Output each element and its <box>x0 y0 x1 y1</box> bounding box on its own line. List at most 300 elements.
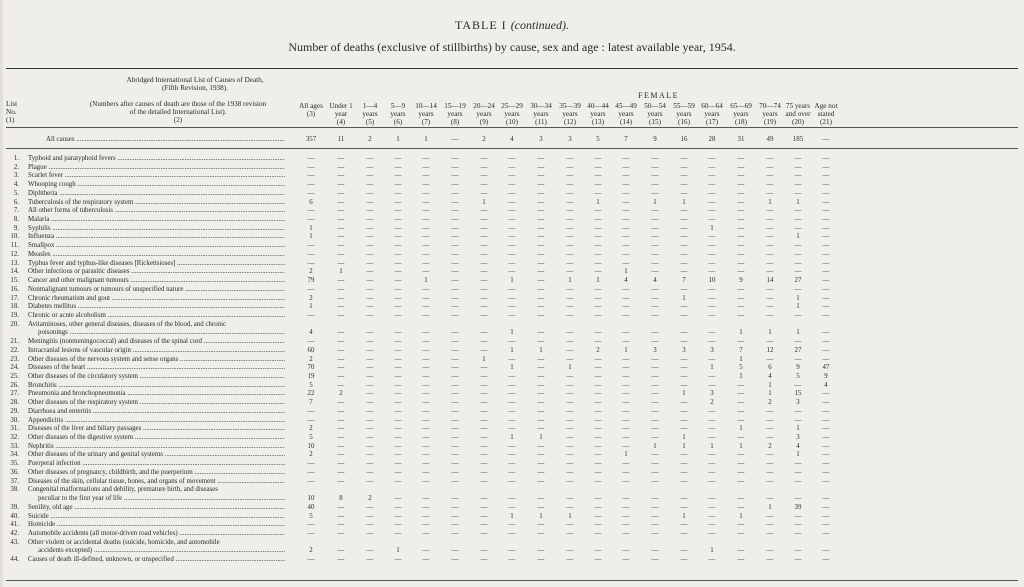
value-cell: — <box>480 373 488 380</box>
value-cell: — <box>651 224 659 232</box>
value-cell: — <box>794 172 802 180</box>
value-cell: — <box>566 242 574 250</box>
value-cell: 7 <box>624 136 628 143</box>
value-cell: — <box>794 163 802 171</box>
value-cell: — <box>508 181 516 189</box>
list-number: 21. <box>10 338 19 346</box>
value-cell: — <box>422 373 430 380</box>
value-cell: 1 <box>739 442 743 450</box>
value-cell: — <box>766 216 774 224</box>
value-cell: — <box>594 329 602 337</box>
value-cell: — <box>337 303 345 311</box>
value-cell: — <box>422 172 430 180</box>
value-cell: 2 <box>482 136 486 143</box>
column-header-line: 60—64 <box>701 102 723 110</box>
value-cell: — <box>337 189 345 197</box>
value-cell: — <box>394 224 402 232</box>
value-cell: — <box>508 416 516 424</box>
value-cell: — <box>422 233 430 241</box>
value-cell: — <box>337 242 345 250</box>
value-cell: — <box>337 294 345 302</box>
value-cell: — <box>594 556 602 564</box>
value-cell: — <box>307 477 315 485</box>
value-cell: — <box>594 303 602 311</box>
list-number: 36. <box>10 468 19 476</box>
value-cell: — <box>651 207 659 215</box>
value-cell: — <box>794 381 802 389</box>
value-cell: — <box>680 451 688 459</box>
value-cell: — <box>794 495 802 503</box>
value-cell: — <box>794 512 802 520</box>
value-cell: — <box>480 451 488 459</box>
value-cell: — <box>622 381 630 389</box>
value-cell: — <box>337 259 345 267</box>
cause-label: Appendicitis ..... <box>28 416 285 425</box>
value-cell: — <box>451 136 459 143</box>
value-cell: — <box>822 399 830 407</box>
value-cell: — <box>651 381 659 389</box>
column-header-line: (7) <box>421 118 431 126</box>
value-cell: — <box>622 172 630 180</box>
value-cell: — <box>794 407 802 415</box>
value-cell: 1 <box>768 390 772 398</box>
cause-label: Diseases of the liver and biliary passages ..... <box>28 424 285 433</box>
value-cell: 14 <box>766 277 774 285</box>
value-cell: — <box>794 207 802 215</box>
value-cell: — <box>680 407 688 415</box>
value-cell: — <box>537 338 545 346</box>
value-cell: — <box>822 155 830 162</box>
value-cell: — <box>794 529 802 537</box>
list-number: 2. <box>13 163 19 171</box>
value-cell: — <box>394 181 402 189</box>
list-number: 20. <box>10 320 19 328</box>
list-number: 27. <box>10 390 19 398</box>
value-cell: — <box>394 250 402 258</box>
value-cell: — <box>451 250 459 258</box>
value-cell: — <box>822 451 830 459</box>
column-header <box>726 102 756 126</box>
value-cell: — <box>680 163 688 171</box>
value-cell: — <box>651 451 659 459</box>
value-cell: — <box>337 216 345 224</box>
list-number: 3. <box>13 172 19 180</box>
value-cell: — <box>766 224 774 232</box>
value-cell: 4 <box>824 381 828 389</box>
value-cell: — <box>794 155 802 162</box>
list-number: 16. <box>10 285 19 293</box>
value-cell: — <box>680 207 688 215</box>
value-cell: 9 <box>796 364 800 372</box>
value-cell: — <box>537 294 545 302</box>
value-cell: — <box>451 425 459 433</box>
value-cell: — <box>422 434 430 442</box>
value-cell: — <box>422 399 430 407</box>
value-cell: — <box>737 477 745 485</box>
value-cell: — <box>451 329 459 337</box>
column-header-line: 5—9 <box>390 102 406 110</box>
value-cell: — <box>822 329 830 337</box>
value-cell: 1 <box>339 268 343 276</box>
column-header-line: Age not <box>814 102 838 110</box>
value-cell: — <box>337 373 345 380</box>
value-cell: — <box>537 242 545 250</box>
cause-label: Puerperal infection ..... <box>28 459 285 468</box>
value-cell: — <box>680 285 688 293</box>
value-cell: — <box>651 512 659 520</box>
value-cell: — <box>822 477 830 485</box>
value-cell: — <box>337 233 345 241</box>
value-cell: — <box>794 285 802 293</box>
value-cell: — <box>622 521 630 529</box>
value-cell: — <box>708 216 716 224</box>
value-cell: — <box>594 407 602 415</box>
value-cell: — <box>822 556 830 564</box>
value-cell: — <box>422 250 430 258</box>
value-cell: — <box>708 285 716 293</box>
value-cell: — <box>680 250 688 258</box>
value-cell: — <box>622 242 630 250</box>
value-cell: — <box>680 329 688 337</box>
value-cell: — <box>651 285 659 293</box>
value-cell: — <box>366 503 374 511</box>
value-cell: — <box>794 268 802 276</box>
value-cell: — <box>794 250 802 258</box>
column-header-line: (8) <box>450 118 460 126</box>
value-cell: — <box>794 242 802 250</box>
value-cell: — <box>508 407 516 415</box>
all-causes-label: All causes ..... <box>46 135 285 144</box>
value-cell: 3 <box>568 136 572 143</box>
cause-label: peculiar to the first year of life ..... <box>38 494 285 503</box>
value-cell: — <box>566 329 574 337</box>
value-cell: 1 <box>539 512 543 520</box>
value-cell: — <box>394 172 402 180</box>
value-cell: — <box>822 355 830 363</box>
column-header-line: years <box>418 110 434 118</box>
value-cell: 1 <box>710 547 714 555</box>
value-cell: — <box>680 529 688 537</box>
value-cell: — <box>337 172 345 180</box>
cause-label: Other infectious or parasitic diseases ..... <box>28 267 285 276</box>
value-cell: — <box>480 425 488 433</box>
value-cell: 1 <box>510 364 514 372</box>
value-cell: — <box>566 390 574 398</box>
value-cell: — <box>822 259 830 267</box>
value-cell: — <box>566 181 574 189</box>
value-cell: — <box>451 189 459 197</box>
value-cell: — <box>451 355 459 363</box>
value-cell: — <box>737 390 745 398</box>
list-number: 9. <box>13 224 19 232</box>
list-number: 1. <box>13 155 19 162</box>
value-cell: — <box>337 207 345 215</box>
value-cell: — <box>766 242 774 250</box>
value-cell: — <box>566 529 574 537</box>
value-cell: — <box>651 416 659 424</box>
value-cell: — <box>651 172 659 180</box>
value-cell: 1 <box>710 224 714 232</box>
value-cell: — <box>594 442 602 450</box>
cause-label: Congenital malformations and debility, premature birth, and diseases <box>28 486 218 494</box>
value-cell: 3 <box>710 390 714 398</box>
value-cell: — <box>508 294 516 302</box>
value-cell: — <box>594 163 602 171</box>
cause-label: Other diseases of the digestive system ..... <box>28 433 285 442</box>
value-cell: — <box>394 373 402 380</box>
column-header-line: 30—34 <box>530 102 552 110</box>
value-cell: — <box>451 477 459 485</box>
value-cell: — <box>566 547 574 555</box>
value-cell: — <box>508 390 516 398</box>
value-cell: 1 <box>624 268 628 276</box>
column-header-line: All ages <box>299 102 323 110</box>
value-cell: — <box>422 303 430 311</box>
value-cell: — <box>337 381 345 389</box>
list-number: 14. <box>10 268 19 276</box>
value-cell: — <box>622 207 630 215</box>
value-cell: 10 <box>307 495 315 503</box>
value-cell: — <box>708 451 716 459</box>
value-cell: — <box>651 529 659 537</box>
value-cell: — <box>422 416 430 424</box>
value-cell: — <box>451 172 459 180</box>
value-cell: 1 <box>482 355 486 363</box>
value-cell: 10 <box>708 277 716 285</box>
value-cell: 1 <box>482 198 486 206</box>
value-cell: — <box>680 425 688 433</box>
value-cell: — <box>537 216 545 224</box>
list-number: 38. <box>10 486 19 494</box>
list-number: 43. <box>10 538 19 546</box>
value-cell: — <box>737 311 745 319</box>
column-header-line: (4) <box>336 118 346 126</box>
value-cell: — <box>394 503 402 511</box>
value-cell: 3 <box>796 399 800 407</box>
value-cell: — <box>822 277 830 285</box>
value-cell: — <box>480 442 488 450</box>
cause-label: Plague ..... <box>28 163 285 172</box>
value-cell: — <box>737 416 745 424</box>
column-header-line: (5) <box>365 118 375 126</box>
value-cell: — <box>708 460 716 468</box>
cause-label: Chronic or acute alcoholism ..... <box>28 311 285 320</box>
value-cell: — <box>508 250 516 258</box>
value-cell: 7 <box>739 346 743 354</box>
value-cell: 1 <box>624 346 628 354</box>
value-cell: — <box>622 364 630 372</box>
value-cell: — <box>451 495 459 503</box>
list-number: 31. <box>10 425 19 433</box>
value-cell: — <box>307 407 315 415</box>
value-cell: — <box>680 399 688 407</box>
value-cell: — <box>651 189 659 197</box>
value-cell: — <box>451 381 459 389</box>
value-cell: — <box>794 556 802 564</box>
value-cell: — <box>366 468 374 476</box>
value-cell: — <box>766 451 774 459</box>
value-cell: — <box>451 407 459 415</box>
value-cell: — <box>737 468 745 476</box>
value-cell: — <box>566 250 574 258</box>
value-cell: — <box>508 224 516 232</box>
cause-label: Measles ..... <box>28 250 285 259</box>
cause-label: Other diseases of the respiratory system ..... <box>28 398 285 407</box>
value-cell: — <box>366 425 374 433</box>
value-cell: — <box>451 442 459 450</box>
value-cell: — <box>451 181 459 189</box>
value-cell: — <box>566 207 574 215</box>
column-header-line: 45—49 <box>615 102 637 110</box>
value-cell: — <box>594 495 602 503</box>
value-cell: — <box>537 547 545 555</box>
value-cell: — <box>537 451 545 459</box>
value-cell: — <box>708 207 716 215</box>
value-cell: — <box>508 338 516 346</box>
value-cell: — <box>508 495 516 503</box>
value-cell: — <box>508 399 516 407</box>
value-cell: — <box>480 512 488 520</box>
value-cell: — <box>566 425 574 433</box>
value-cell: — <box>622 390 630 398</box>
value-cell: — <box>708 294 716 302</box>
value-cell: — <box>651 495 659 503</box>
value-cell: — <box>594 233 602 241</box>
cause-label: Causes of death ill-defined, unknown, or unspecified ..... <box>28 555 285 564</box>
value-cell: 1 <box>739 329 743 337</box>
list-number: 5. <box>13 189 19 197</box>
value-cell: — <box>508 172 516 180</box>
value-cell: — <box>366 355 374 363</box>
value-cell: — <box>708 373 716 380</box>
value-cell: 39 <box>794 503 802 511</box>
value-cell: — <box>394 259 402 267</box>
list-number: 29. <box>10 407 19 415</box>
value-cell: — <box>480 242 488 250</box>
value-cell: — <box>307 521 315 529</box>
value-cell: — <box>708 155 716 162</box>
value-cell: — <box>822 442 830 450</box>
value-cell: — <box>566 259 574 267</box>
value-cell: — <box>622 416 630 424</box>
value-cell: — <box>622 442 630 450</box>
value-cell: — <box>737 294 745 302</box>
value-cell: — <box>394 189 402 197</box>
value-cell: — <box>680 364 688 372</box>
list-number: 10. <box>10 233 19 241</box>
value-cell: 1 <box>596 198 600 206</box>
value-cell: — <box>307 468 315 476</box>
value-cell: — <box>480 381 488 389</box>
value-cell: — <box>422 259 430 267</box>
column-header-line: (20) <box>792 118 804 126</box>
list-number: 4. <box>13 181 19 189</box>
value-cell: — <box>422 407 430 415</box>
value-cell: — <box>537 416 545 424</box>
value-cell: — <box>366 268 374 276</box>
value-cell: 185 <box>792 136 804 143</box>
value-cell: — <box>766 311 774 319</box>
value-cell: 4 <box>624 277 628 285</box>
value-cell: 5 <box>796 373 800 380</box>
value-cell: — <box>394 477 402 485</box>
value-cell: — <box>794 547 802 555</box>
value-cell: — <box>422 460 430 468</box>
value-cell: — <box>394 468 402 476</box>
value-cell: — <box>394 233 402 241</box>
value-cell: — <box>651 460 659 468</box>
value-cell: 1 <box>510 512 514 520</box>
value-cell: — <box>366 381 374 389</box>
value-cell: — <box>708 242 716 250</box>
value-cell: — <box>680 503 688 511</box>
value-cell: 1 <box>768 198 772 206</box>
value-cell: — <box>794 311 802 319</box>
value-cell: — <box>307 259 315 267</box>
value-cell: 1 <box>710 442 714 450</box>
value-cell: — <box>594 338 602 346</box>
value-cell: — <box>451 460 459 468</box>
value-cell: — <box>651 338 659 346</box>
value-cell: — <box>508 242 516 250</box>
value-cell: — <box>394 460 402 468</box>
value-cell: — <box>451 468 459 476</box>
column-header-line: (14) <box>620 118 632 126</box>
value-cell: 40 <box>307 503 315 511</box>
value-cell: — <box>766 250 774 258</box>
value-cell: — <box>366 259 374 267</box>
value-cell: — <box>337 503 345 511</box>
list-number: 6. <box>13 198 19 206</box>
value-cell: — <box>422 495 430 503</box>
value-cell: — <box>508 451 516 459</box>
column-header-line: (6) <box>393 118 403 126</box>
value-cell: — <box>794 468 802 476</box>
value-cell: — <box>451 346 459 354</box>
value-cell: — <box>451 198 459 206</box>
value-cell: — <box>594 155 602 162</box>
value-cell: — <box>366 477 374 485</box>
value-cell: — <box>394 381 402 389</box>
value-cell: — <box>737 399 745 407</box>
value-cell: — <box>822 163 830 171</box>
value-cell: 4 <box>309 329 313 337</box>
value-cell: — <box>737 207 745 215</box>
value-cell: — <box>594 381 602 389</box>
value-cell: — <box>566 407 574 415</box>
value-cell: — <box>651 181 659 189</box>
value-cell: 1 <box>510 434 514 442</box>
value-cell: — <box>337 224 345 232</box>
value-cell: — <box>737 503 745 511</box>
value-cell: — <box>766 512 774 520</box>
header-rule <box>6 127 1018 128</box>
column-header-line: (18) <box>735 118 747 126</box>
value-cell: — <box>337 163 345 171</box>
value-cell: 1 <box>309 233 313 241</box>
value-cell: — <box>307 416 315 424</box>
value-cell: — <box>508 233 516 241</box>
value-cell: — <box>451 529 459 537</box>
value-cell: — <box>766 495 774 503</box>
column-header-line: years <box>762 110 778 118</box>
value-cell: 2 <box>339 390 343 398</box>
value-cell: — <box>594 294 602 302</box>
value-cell: — <box>537 442 545 450</box>
value-cell: — <box>594 181 602 189</box>
value-cell: — <box>651 233 659 241</box>
cause-label: Diabetes mellitus ..... <box>28 302 285 311</box>
